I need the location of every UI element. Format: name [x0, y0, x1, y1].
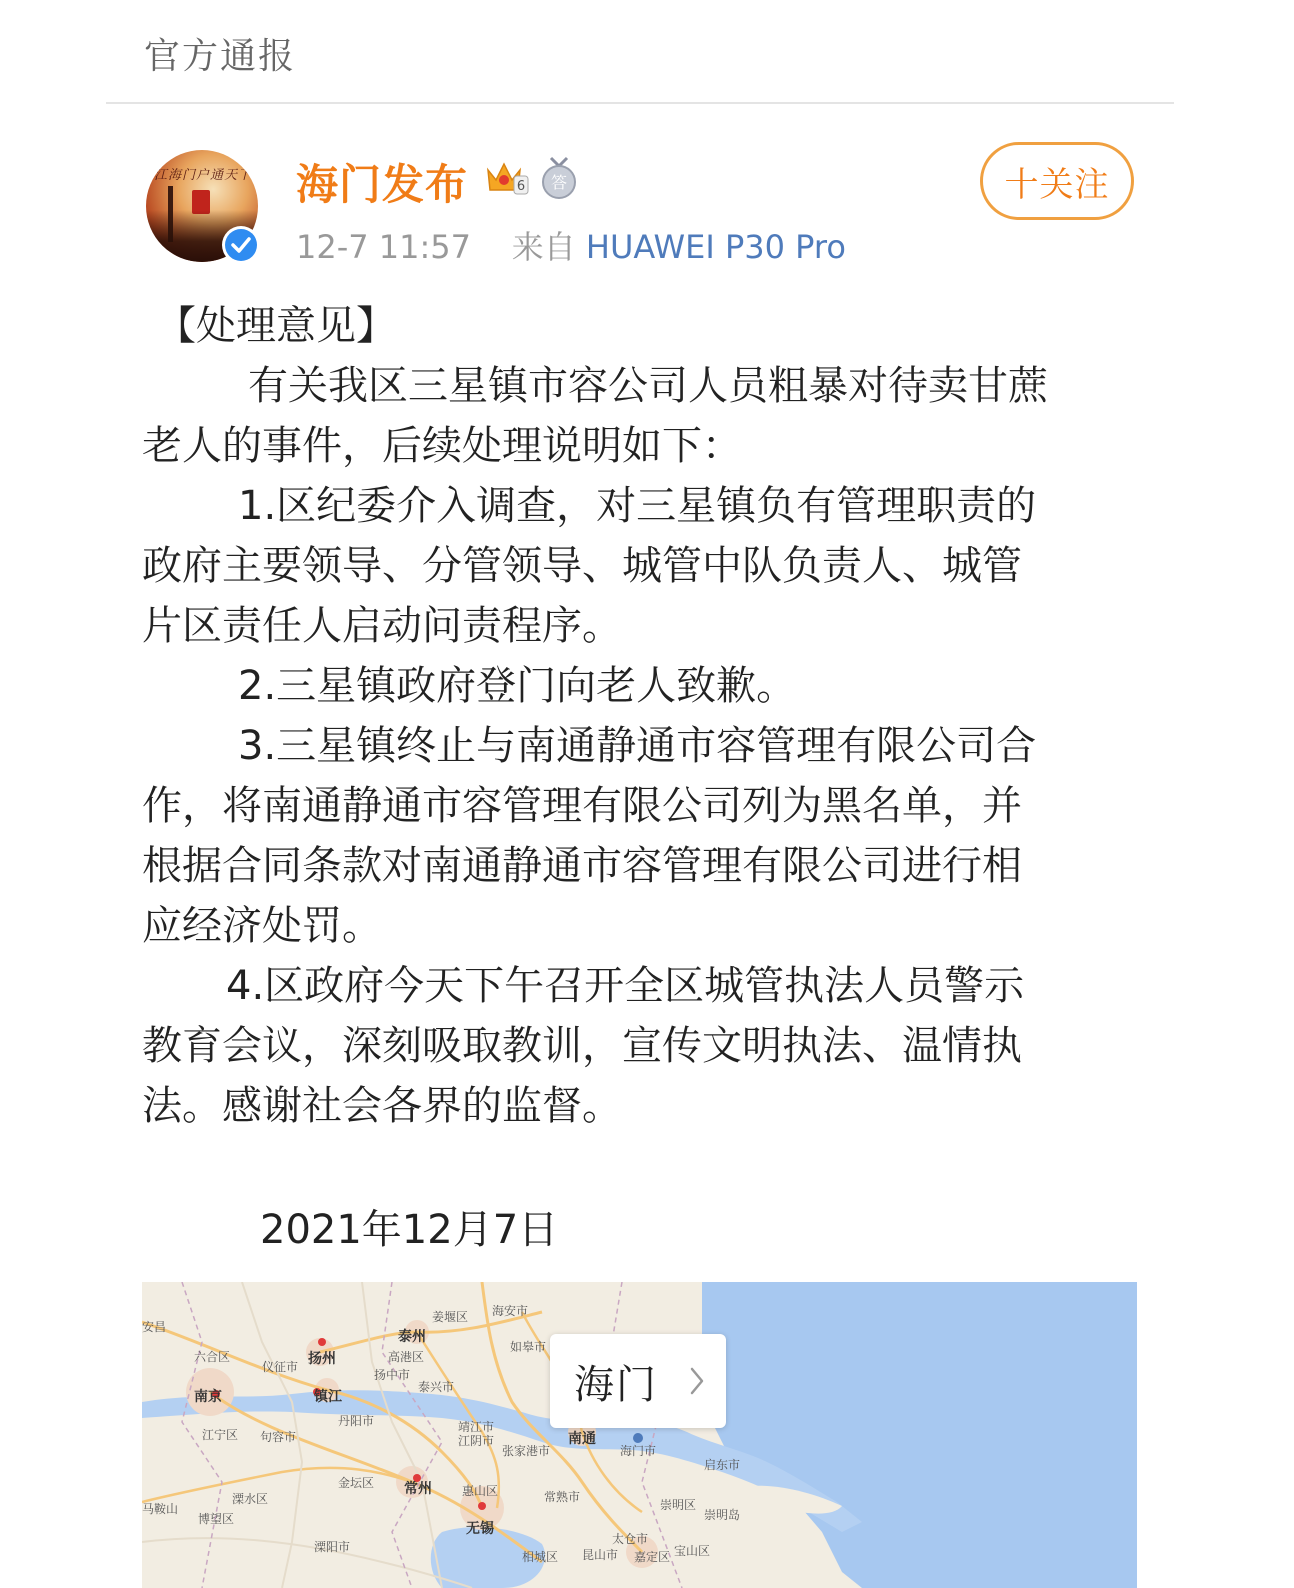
- map-place-label: 高港区: [388, 1350, 425, 1364]
- map-place-label: 太仓市: [612, 1532, 649, 1546]
- map-place-label: 常熟市: [544, 1490, 581, 1504]
- body-heading: 【处理意见】: [156, 303, 396, 349]
- body-line: 政府主要领导、分管领导、城管中队负责人、城管: [142, 543, 1022, 589]
- map-place-label: 泰州: [398, 1329, 426, 1345]
- post-meta: [296, 222, 846, 268]
- map-place-label: 南通: [568, 1431, 596, 1447]
- map-place-label: 溧阳市: [314, 1540, 351, 1554]
- source-device-link[interactable]: HUAWEI P30 Pro: [585, 228, 846, 266]
- location-name: 海门: [574, 1361, 658, 1408]
- crown-icon: [484, 158, 530, 198]
- map-place-label: 张家港市: [502, 1444, 551, 1458]
- map-place-label: 博望区: [198, 1512, 235, 1526]
- medal-icon: [540, 156, 578, 200]
- map-place-label: 崇明区: [660, 1498, 697, 1512]
- map-place-label: 嘉定区: [634, 1550, 671, 1564]
- map-place-label: 扬中市: [374, 1368, 411, 1382]
- map-place-label: 安昌: [142, 1320, 167, 1334]
- map-place-label: 溧水区: [232, 1492, 269, 1506]
- body-line: 根据合同条款对南通静通市容管理有限公司进行相: [142, 843, 1022, 889]
- map-place-label: 江宁区: [202, 1428, 239, 1442]
- source-prefix: 来自: [511, 228, 576, 266]
- body-line: 3.三星镇终止与南通静通市容管理有限公司合: [238, 723, 1037, 769]
- map-place-label: 镇江: [314, 1389, 342, 1405]
- map-place-label: 马鞍山: [142, 1502, 179, 1516]
- map-place-label: 惠山区: [462, 1484, 499, 1498]
- body-line: 有关我区三星镇市容公司人员粗暴对待卖甘蔗: [248, 363, 1048, 409]
- account-name[interactable]: 海门发布: [296, 160, 469, 209]
- map-place-label: 宝山区: [674, 1544, 711, 1558]
- follow-button[interactable]: 十关注: [980, 142, 1134, 220]
- post-timestamp: 12-7 11:57: [296, 228, 472, 266]
- map-place-label: 常州: [404, 1481, 432, 1497]
- map-place-label: 崇明岛: [704, 1508, 741, 1522]
- map-place-label: 靖江市: [458, 1420, 495, 1434]
- map-place-label: 相城区: [522, 1550, 559, 1564]
- map-place-label: 无锡: [466, 1521, 494, 1537]
- post-date: 2021年12月7日: [260, 1207, 559, 1253]
- map-place-label: 句容市: [260, 1430, 297, 1444]
- section-title: 官方通报: [144, 36, 297, 77]
- map-place-label: 启东市: [704, 1458, 741, 1472]
- body-line: 老人的事件，后续处理说明如下：: [142, 423, 742, 469]
- body-line: 片区责任人启动问责程序。: [142, 603, 622, 649]
- map-place-label: 昆山市: [582, 1548, 619, 1562]
- map-place-label: 六合区: [194, 1350, 231, 1364]
- body-line: 应经济处罚。: [142, 903, 382, 949]
- map-place-label: 仪征市: [262, 1360, 299, 1374]
- body-line: 教育会议，深刻吸取教训，宣传文明执法、温情执: [142, 1023, 1022, 1069]
- map-place-label: 海门市: [620, 1444, 657, 1458]
- map-place-label: 丹阳市: [338, 1414, 375, 1428]
- location-map[interactable]: [142, 1282, 1137, 1588]
- map-place-label: 江阴市: [458, 1434, 495, 1448]
- map-place-label: 南京: [194, 1389, 222, 1405]
- body-line: 法。感谢社会各界的监督。: [142, 1083, 622, 1129]
- map-place-label: 扬州: [308, 1351, 336, 1367]
- location-callout[interactable]: [550, 1334, 726, 1428]
- medal-text: 答: [550, 173, 568, 192]
- map-place-label: 金坛区: [338, 1476, 375, 1490]
- avatar-caption: 江海门户通天下: [154, 168, 253, 183]
- body-line: 2.三星镇政府登门向老人致歉。: [238, 663, 797, 709]
- chevron-right-icon: [690, 1367, 704, 1395]
- body-line: 1.区纪委介入调查，对三星镇负有管理职责的: [238, 483, 1037, 529]
- map-place-label: 泰兴市: [418, 1380, 455, 1394]
- map-place-label: 姜堰区: [432, 1310, 469, 1324]
- map-place-label: 海安市: [492, 1304, 529, 1318]
- header-divider: [106, 102, 1174, 104]
- map-place-label: 如皋市: [510, 1340, 547, 1354]
- body-line: 作，将南通静通市容管理有限公司列为黑名单，并: [142, 783, 1022, 829]
- crown-level: 6: [516, 179, 526, 194]
- body-line: 4.区政府今天下午召开全区城管执法人员警示: [226, 963, 1025, 1009]
- verified-icon: [222, 226, 260, 264]
